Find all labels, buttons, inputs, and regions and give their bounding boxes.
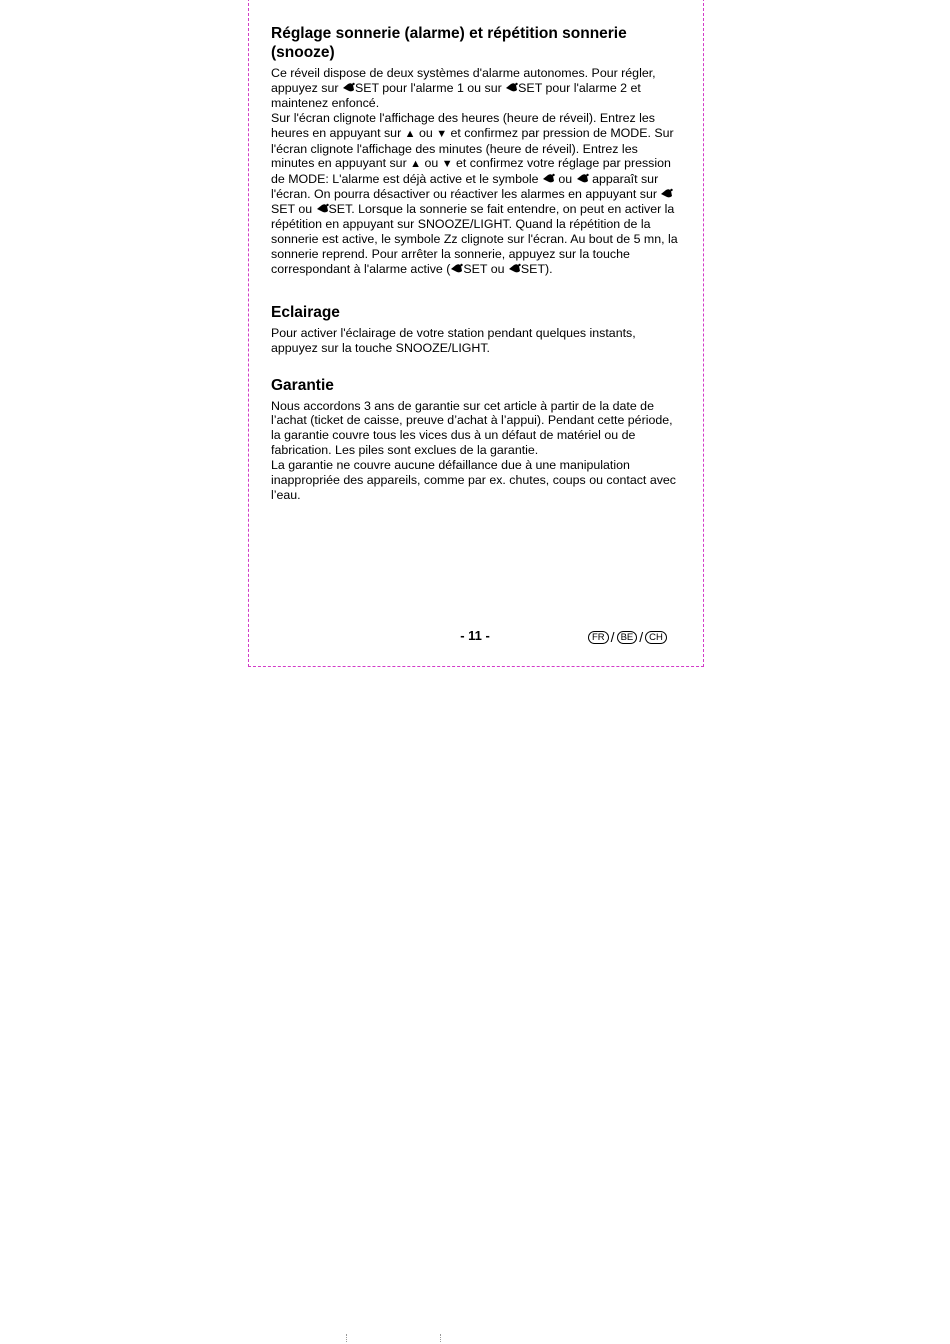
alarm-text: SET. Lorsque la sonnerie se fait entendre, on peut en activer la répétition en appuyant sur SNOOZE/LIGHT. Quand la répétition de la sonnerie est active, le symbole Zz clignote sur l'écran. Au bout de 5 mn, la sonnerie reprend. Pour arrêter la sonnerie, appuyez sur la touche correspondant à l'alarme active ( [271, 202, 678, 276]
bell-alarm-icon [342, 82, 355, 93]
bell-alarm-icon [508, 263, 521, 274]
crop-mark [346, 1334, 348, 1342]
alarm-text: SET pour l'alarme 1 ou sur [354, 80, 506, 95]
bell-alarm-icon [542, 173, 555, 184]
crop-mark [440, 1334, 442, 1342]
garantie-heading: Garantie [271, 376, 334, 394]
garantie-paragraph-1: Nous accordons 3 ans de garantie sur cet article à partir de la date de l’achat (ticket de caisse, preuve d’achat à l’appui). Pendant cette période, la garantie couvre tous les vices dus à un défaut de matériel ou de fabrication. Les piles sont exclues de la garantie. [271, 398, 673, 458]
alarm-text: et confirmez votre réglage par pression de MODE: L'alarme est déjà active et le symbole [271, 156, 671, 187]
bell-alarm-icon [576, 173, 589, 184]
alarm-text: Sur l'écran clignote l'affichage des heures (heure de réveil). Entrez les heures en appuyant sur [271, 110, 656, 140]
country-code-ch: CH [645, 631, 667, 644]
section-eclairage [271, 303, 683, 356]
bell-alarm-icon [660, 188, 673, 199]
country-code-fr: FR [588, 631, 609, 644]
alarm-text: SET). [520, 261, 553, 276]
alarm-text: et confirmez par pression de MODE. Sur l'écran clignote l'affichage des minutes (heure de réveil). Entrez les minutes en appuyant sur [271, 125, 674, 171]
up-arrow-icon: ▲ [410, 158, 422, 171]
alarm-text: ou [415, 125, 437, 140]
page-number: - 11 - [460, 628, 490, 643]
alarm-text: SET ou [271, 202, 316, 217]
up-arrow-icon: ▲ [404, 127, 416, 140]
country-code-be: BE [617, 631, 638, 644]
alarm-text: apparaît sur l'écran. On pourra désactiver ou réactiver les alarmes en appuyant sur [271, 172, 661, 202]
eclairage-paragraph: Pour activer l'éclairage de votre station pendant quelques instants, appuyez sur la touche SNOOZE/LIGHT. [271, 325, 636, 355]
down-arrow-icon: ▼ [441, 158, 453, 171]
alarm-text: Ce réveil dispose de deux systèmes d'alarme autonomes. Pour régler, appuyez sur [271, 66, 656, 95]
bell-alarm-icon [450, 263, 463, 274]
down-arrow-icon: ▼ [436, 127, 448, 140]
alarm-text: SET pour l'alarme 2 et maintenez enfoncé. [271, 80, 641, 110]
alarm-text: ou [421, 156, 442, 171]
alarm-paragraph [271, 66, 683, 277]
bell-alarm-icon [316, 203, 329, 214]
country-code-separator: / [610, 629, 615, 645]
alarm-heading: Réglage sonnerie (alarme) et répétition sonnerie (snooze) [271, 25, 627, 61]
bell-alarm-icon [505, 82, 518, 93]
section-alarm [271, 24, 683, 277]
alarm-text: ou [554, 172, 576, 187]
alarm-text: SET ou [463, 261, 508, 276]
document-content [271, 24, 683, 503]
country-codes [588, 629, 667, 645]
garantie-paragraph-2: La garantie ne couvre aucune défaillance due à une manipulation inappropriée des appareils, comme par ex. chutes, coups ou contact avec l’eau. [271, 458, 676, 502]
eclairage-heading: Eclairage [271, 303, 340, 321]
country-code-separator: / [639, 629, 644, 645]
section-garantie [271, 376, 683, 503]
